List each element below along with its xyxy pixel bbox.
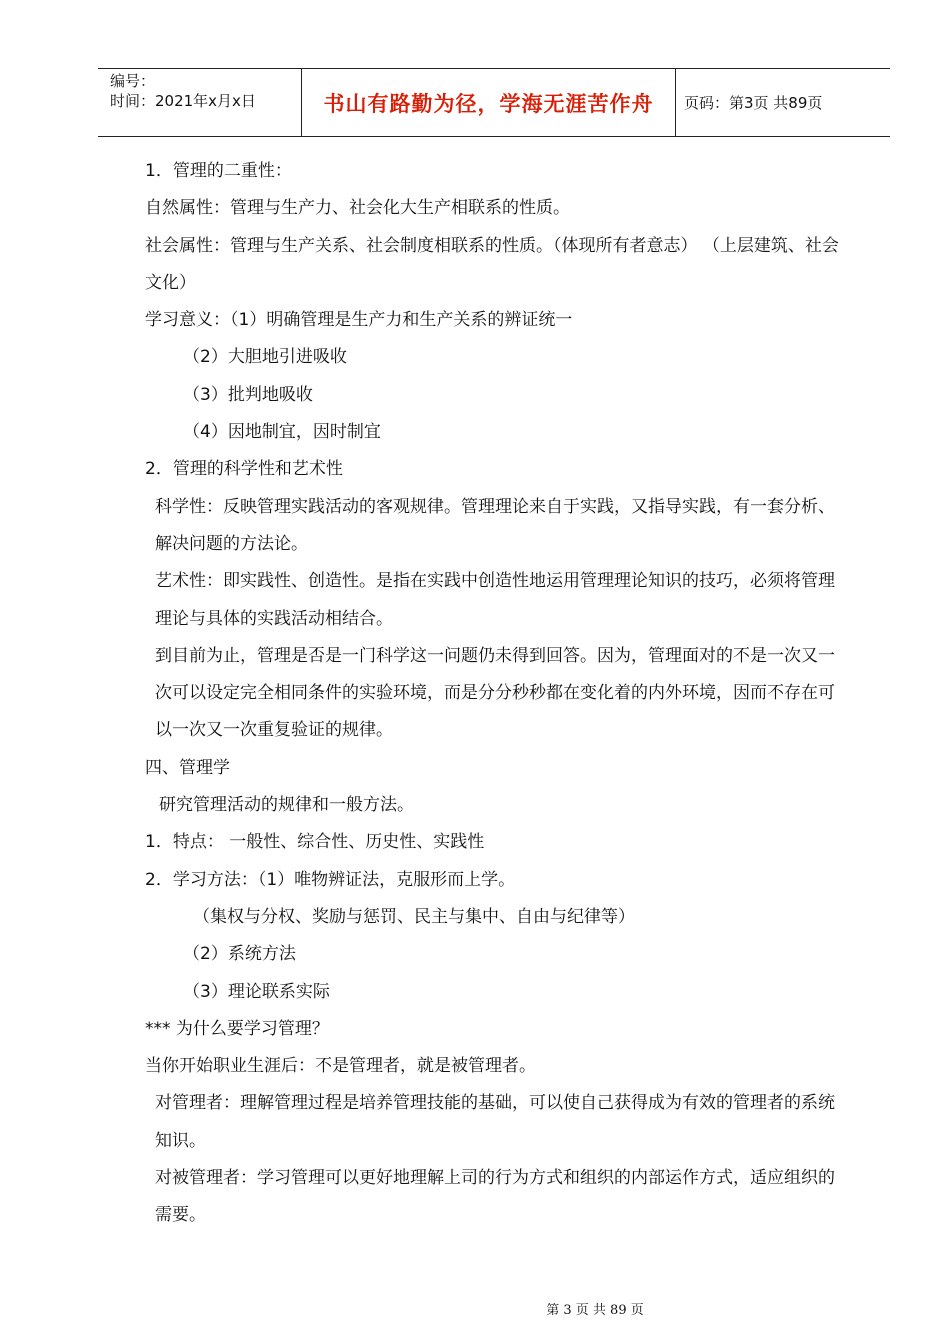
paragraph: （集权与分权、奖励与惩罚、民主与集中、自由与纪律等） xyxy=(193,906,635,927)
paragraph: 对管理者：理解管理过程是培养管理技能的基础，可以使自己获得成为有效的管理者的系统知识。 xyxy=(155,1093,835,1151)
paragraph: 1．特点： 一般性、综合性、历史性、实践性 xyxy=(145,832,485,853)
paragraph: （2）系统方法 xyxy=(183,944,296,965)
page-footer: 第 3 页 共 89 页 xyxy=(546,1303,644,1318)
paragraph: 自然属性：管理与生产力、社会化大生产相联系的性质。 xyxy=(145,198,570,219)
paragraph: 研究管理活动的规律和一般方法。 xyxy=(159,795,414,816)
paragraph: （2）大胆地引进吸收 xyxy=(183,347,347,368)
time-label: 时间：2021年x月x日 xyxy=(110,92,256,110)
document-body xyxy=(145,153,845,1235)
header-meta xyxy=(98,69,302,136)
paragraph: 对被管理者：学习管理可以更好地理解上司的行为方式和组织的内部运作方式，适应组织的需要。 xyxy=(155,1168,835,1226)
paragraph: *** 为什么要学习管理？ xyxy=(145,1018,329,1039)
paragraph: （4）因地制宜，因时制宜 xyxy=(183,422,381,443)
paragraph: 2．管理的科学性和艺术性 xyxy=(145,459,343,480)
paragraph: 艺术性：即实践性、创造性。是指在实践中创造性地运用管理理论知识的技巧，必须将管理理论与具体的实践活动相结合。 xyxy=(155,571,835,629)
paragraph: （3）理论联系实际 xyxy=(183,981,330,1002)
paragraph: 1．管理的二重性： xyxy=(145,161,292,181)
paragraph: 2．学习方法：（1）唯物辨证法，克服形而上学。 xyxy=(145,869,516,890)
page-header xyxy=(98,68,890,137)
number-label: 编号： xyxy=(110,72,156,90)
paragraph: 四、管理学 xyxy=(145,757,230,778)
paragraph: 科学性：反映管理实践活动的客观规律。管理理论来自于实践，又指导实践，有一套分析、解决问题的方法论。 xyxy=(155,496,835,554)
paragraph: 到目前为止，管理是否是一门科学这一问题仍未得到回答。因为，管理面对的不是一次又一次可以设定完全相同条件的实验环境，而是分分秒秒都在变化着的内外环境，因而不存在可以一次又一次重复验证的规律。 xyxy=(155,645,835,741)
paragraph: （3）批判地吸收 xyxy=(183,384,313,405)
header-page-info: 页码：第3页 共89页 xyxy=(684,94,823,112)
paragraph: 学习意义：（1）明确管理是生产力和生产关系的辨证统一 xyxy=(145,310,573,331)
paragraph: 社会属性：管理与生产关系、社会制度相联系的性质。（体现所有者意志） （上层建筑、社会文化） xyxy=(145,235,839,293)
header-motto: 书山有路勤为径，学海无涯苦作舟 xyxy=(302,69,676,136)
paragraph: 当你开始职业生涯后：不是管理者，就是被管理者。 xyxy=(145,1056,536,1077)
